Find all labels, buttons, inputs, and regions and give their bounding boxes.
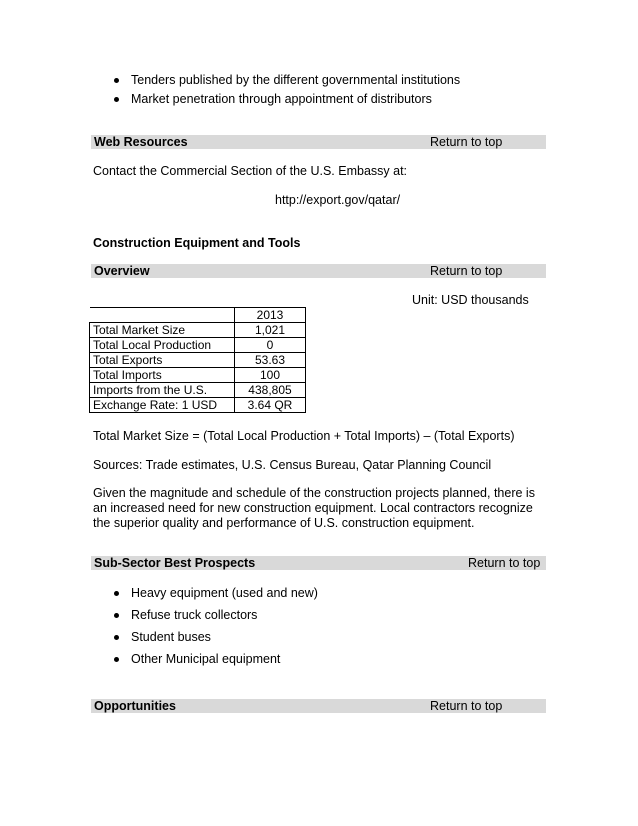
table-header-row: [90, 308, 306, 323]
section-title: Sub-Sector Best Prospects: [94, 556, 256, 570]
section-title: Opportunities: [94, 699, 176, 713]
bullet-icon: [114, 97, 119, 102]
return-to-top-link[interactable]: Return to top: [430, 264, 503, 278]
bullet-icon: [114, 613, 119, 618]
market-data-table: [89, 307, 306, 413]
list-item: Refuse truck collectors: [93, 608, 553, 630]
table-row: Exchange Rate: 1 USD 3.64 QR: [90, 398, 306, 413]
opportunities-header-bar: [91, 699, 546, 713]
table-row: Total Imports 100: [90, 368, 306, 383]
return-to-top-link[interactable]: Return to top: [468, 556, 541, 570]
overview-header-bar: [91, 264, 546, 278]
web-resources-header-bar: [91, 135, 546, 149]
contact-text: Contact the Commercial Section of the U.S. Embassy at:: [93, 164, 408, 178]
list-item: Market penetration through appointment of distributors: [93, 92, 553, 111]
top-bullet-list: [93, 73, 553, 111]
section-title: Overview: [94, 264, 150, 278]
bullet-icon: [114, 657, 119, 662]
bullet-icon: [114, 78, 119, 83]
given-paragraph: Given the magnitude and schedule of the construction projects planned, there is an increased need for new construction equipment. Local contractors recognize the superior quality and performance of U.S. construction equipment.: [93, 486, 535, 530]
list-item: Other Municipal equipment: [93, 652, 553, 674]
bullet-icon: [114, 635, 119, 640]
unit-label: Unit: USD thousands: [412, 293, 529, 307]
return-to-top-link[interactable]: Return to top: [430, 135, 503, 149]
section-title: Web Resources: [94, 135, 188, 149]
bullet-icon: [114, 591, 119, 596]
table-row: Total Exports 53.63: [90, 353, 306, 368]
list-item: Heavy equipment (used and new): [93, 586, 553, 608]
list-item: Student buses: [93, 630, 553, 652]
construction-heading: Construction Equipment and Tools: [93, 236, 301, 250]
embassy-url-link[interactable]: http://export.gov/qatar/: [275, 193, 401, 207]
list-item: Tenders published by the different governmental institutions: [93, 73, 553, 92]
sub-sector-header-bar: [91, 556, 546, 570]
table-row: Imports from the U.S. 438,805: [90, 383, 306, 398]
formula-text: Total Market Size = (Total Local Production + Total Imports) – (Total Exports): [93, 429, 515, 443]
table-row: Total Local Production 0: [90, 338, 306, 353]
table-row: Total Market Size 1,021: [90, 323, 306, 338]
return-to-top-link[interactable]: Return to top: [430, 699, 503, 713]
year-header: 2013: [235, 308, 306, 323]
prospects-list: [93, 586, 553, 674]
sources-text: Sources: Trade estimates, U.S. Census Bureau, Qatar Planning Council: [93, 458, 492, 472]
